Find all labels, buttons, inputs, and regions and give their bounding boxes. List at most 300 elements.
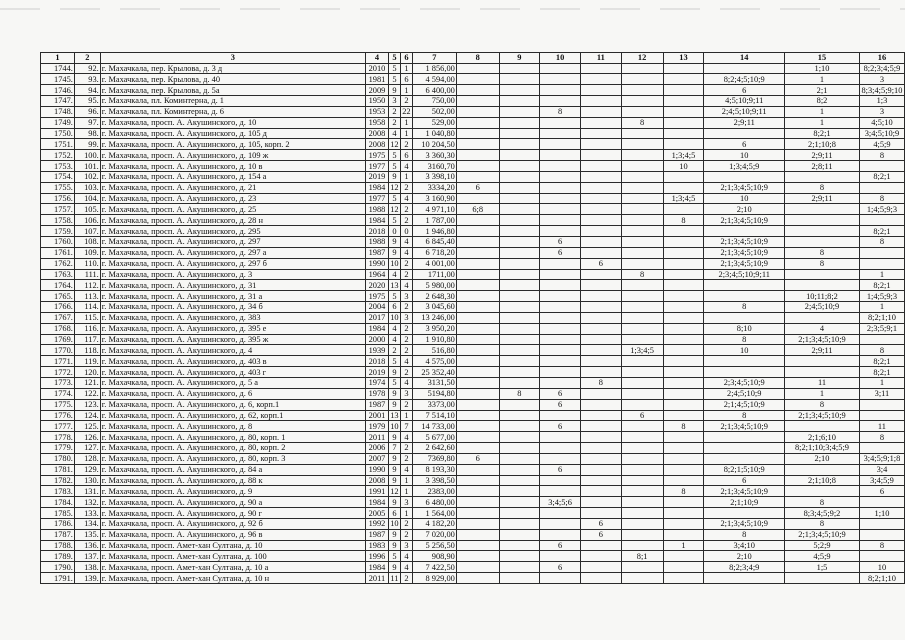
table-cell xyxy=(581,562,622,573)
table-cell xyxy=(663,128,704,139)
table-cell: 127. xyxy=(74,443,100,454)
table-cell: 1771. xyxy=(41,356,75,367)
table-cell xyxy=(499,497,540,508)
table-cell: 1767. xyxy=(41,312,75,323)
table-cell xyxy=(456,345,499,356)
table-cell xyxy=(581,237,622,248)
table-cell xyxy=(859,247,904,258)
table-cell: 4 xyxy=(400,377,412,388)
table-cell: 1;5 xyxy=(785,562,860,573)
table-cell: 2;1 xyxy=(785,85,860,96)
table-row xyxy=(41,529,905,540)
table-row xyxy=(41,74,905,85)
table-cell: 105. xyxy=(74,204,100,215)
table-cell: 3 360,30 xyxy=(412,150,456,161)
table-cell xyxy=(540,518,581,529)
table-cell xyxy=(499,204,540,215)
table-cell xyxy=(663,312,704,323)
table-cell xyxy=(499,85,540,96)
table-cell xyxy=(663,508,704,519)
table-cell xyxy=(621,150,663,161)
table-cell: 1958 xyxy=(365,117,388,128)
table-cell xyxy=(621,171,663,182)
table-cell: 8;2 xyxy=(785,96,860,107)
table-cell: 6 xyxy=(859,486,904,497)
table-row xyxy=(41,302,905,313)
table-cell: 8;2;1 xyxy=(859,226,904,237)
table-cell xyxy=(859,215,904,226)
column-header: 14 xyxy=(704,53,785,64)
table-cell: 3 xyxy=(400,540,412,551)
table-cell: 4 xyxy=(400,161,412,172)
table-cell: 1 xyxy=(400,171,412,182)
table-cell: 9 xyxy=(388,529,400,540)
table-cell: 1773. xyxy=(41,377,75,388)
table-cell: 4 xyxy=(400,356,412,367)
table-cell xyxy=(785,171,860,182)
table-cell: 1 040,80 xyxy=(412,128,456,139)
table-cell: 2;3;4;5;10;9;11 xyxy=(704,269,785,280)
table-cell: 102. xyxy=(74,171,100,182)
table-cell xyxy=(704,312,785,323)
table-cell: 4 xyxy=(388,269,400,280)
table-cell: 8 xyxy=(859,345,904,356)
table-cell xyxy=(621,529,663,540)
column-header: 8 xyxy=(456,53,499,64)
table-cell xyxy=(540,258,581,269)
table-cell xyxy=(499,518,540,529)
table-cell: 4 xyxy=(400,193,412,204)
table-cell xyxy=(621,367,663,378)
table-cell xyxy=(456,421,499,432)
table-cell xyxy=(621,377,663,388)
table-row xyxy=(41,247,905,258)
table-cell: 1777. xyxy=(41,421,75,432)
table-cell: 98. xyxy=(74,128,100,139)
table-cell: 3;4;5;6 xyxy=(540,497,581,508)
table-cell xyxy=(581,182,622,193)
table-cell xyxy=(499,475,540,486)
table-cell: 502,00 xyxy=(412,106,456,117)
table-cell xyxy=(581,247,622,258)
table-cell xyxy=(704,453,785,464)
table-cell: 131. xyxy=(74,486,100,497)
table-cell xyxy=(456,334,499,345)
table-cell: г. Махачкала, просп. Амет-хан Султана, д. 10 xyxy=(100,540,365,551)
table-cell: 2;1;3;4;5;10;9 xyxy=(704,421,785,432)
table-cell xyxy=(621,258,663,269)
table-cell xyxy=(663,323,704,334)
table-cell: 10 xyxy=(704,193,785,204)
table-row xyxy=(41,399,905,410)
table-cell: 1791. xyxy=(41,573,75,584)
table-cell xyxy=(581,334,622,345)
table-row xyxy=(41,106,905,117)
table-cell: 1770. xyxy=(41,345,75,356)
table-cell: 124. xyxy=(74,410,100,421)
table-cell xyxy=(540,150,581,161)
table-cell xyxy=(663,258,704,269)
table-row xyxy=(41,356,905,367)
table-cell: 125. xyxy=(74,421,100,432)
table-cell xyxy=(581,85,622,96)
table-cell: 5 256,50 xyxy=(412,540,456,551)
table-cell: 2;3;5;9;1 xyxy=(859,323,904,334)
table-cell: 1 787,00 xyxy=(412,215,456,226)
table-cell: 1776. xyxy=(41,410,75,421)
table-cell: 8 xyxy=(540,106,581,117)
table-cell xyxy=(621,139,663,150)
table-cell xyxy=(499,443,540,454)
table-cell xyxy=(663,96,704,107)
table-cell: 8 xyxy=(704,334,785,345)
table-cell: 2 xyxy=(400,269,412,280)
table-cell: 5 xyxy=(388,63,400,74)
table-cell xyxy=(621,497,663,508)
table-cell xyxy=(499,291,540,302)
table-cell xyxy=(456,529,499,540)
table-cell xyxy=(621,161,663,172)
table-cell: 8 xyxy=(621,117,663,128)
table-cell xyxy=(540,302,581,313)
table-cell xyxy=(859,399,904,410)
table-cell xyxy=(621,247,663,258)
table-row xyxy=(41,237,905,248)
table-cell: 130. xyxy=(74,475,100,486)
table-cell xyxy=(499,464,540,475)
table-cell xyxy=(621,63,663,74)
table-cell xyxy=(456,367,499,378)
table-cell: 14 733,00 xyxy=(412,421,456,432)
table-cell xyxy=(581,345,622,356)
table-cell: 94. xyxy=(74,85,100,96)
table-cell: 1790. xyxy=(41,562,75,573)
table-cell: 122. xyxy=(74,388,100,399)
table-cell xyxy=(456,237,499,248)
table-cell xyxy=(621,237,663,248)
housing-register-table xyxy=(40,52,905,584)
table-row xyxy=(41,464,905,475)
table-cell: 2017 xyxy=(365,312,388,323)
table-cell: 129. xyxy=(74,464,100,475)
table-cell xyxy=(456,106,499,117)
table-cell xyxy=(663,388,704,399)
table-cell: 1;4;5;9;3 xyxy=(859,291,904,302)
table-cell: г. Махачкала, просп. А. Акушинского, д. 5 а xyxy=(100,377,365,388)
table-cell xyxy=(456,117,499,128)
table-row xyxy=(41,323,905,334)
table-cell: 10 xyxy=(390,313,399,323)
table-cell xyxy=(663,139,704,150)
table-cell: 5 xyxy=(388,161,400,172)
table-cell: 5 xyxy=(388,215,400,226)
table-cell: 3 160,90 xyxy=(412,193,456,204)
table-cell: 1754. xyxy=(41,171,75,182)
table-cell xyxy=(621,334,663,345)
table-cell xyxy=(456,573,499,584)
table-cell: 8;2;3;4;9 xyxy=(704,562,785,573)
table-cell: 8;2;4;5;10;9 xyxy=(704,74,785,85)
table-cell: 4 xyxy=(388,128,400,139)
table-cell: 13 xyxy=(390,280,399,290)
table-cell xyxy=(499,562,540,573)
table-cell: 2 xyxy=(400,399,412,410)
column-header: 16 xyxy=(859,53,904,64)
table-cell xyxy=(581,74,622,85)
table-cell: 1990 xyxy=(365,258,388,269)
table-cell: 2001 xyxy=(365,410,388,421)
table-cell: 107. xyxy=(74,226,100,237)
table-cell: 4 001,00 xyxy=(412,258,456,269)
table-cell: г. Махачкала, просп. А. Акушинского, д. 154 а xyxy=(100,171,365,182)
table-cell xyxy=(456,497,499,508)
table-cell: 2 xyxy=(400,323,412,334)
table-cell: 10 xyxy=(390,259,399,269)
table-cell xyxy=(621,388,663,399)
table-cell: 2 xyxy=(388,345,400,356)
column-header: 12 xyxy=(621,53,663,64)
table-cell: 1953 xyxy=(365,106,388,117)
table-cell xyxy=(581,388,622,399)
table-row xyxy=(41,345,905,356)
table-cell: 1;3;4;5 xyxy=(621,345,663,356)
table-cell xyxy=(581,171,622,182)
table-cell: 5194,80 xyxy=(412,388,456,399)
table-cell xyxy=(540,85,581,96)
table-cell: г. Махачкала, просп. А. Акушинского, д. 10 xyxy=(100,117,365,128)
table-cell: 9 xyxy=(388,85,400,96)
table-cell: 92. xyxy=(74,63,100,74)
table-cell: 8 xyxy=(859,237,904,248)
table-row xyxy=(41,96,905,107)
table-cell: 138. xyxy=(74,562,100,573)
table-cell xyxy=(456,356,499,367)
table-cell: 1753. xyxy=(41,161,75,172)
table-cell: 11 xyxy=(390,573,399,583)
table-cell xyxy=(499,410,540,421)
table-row xyxy=(41,367,905,378)
table-cell: 8 xyxy=(499,388,540,399)
table-cell xyxy=(540,551,581,562)
table-cell: 2;10 xyxy=(704,204,785,215)
table-cell: 9 xyxy=(388,388,400,399)
table-cell: 516,80 xyxy=(412,345,456,356)
table-cell: 1750. xyxy=(41,128,75,139)
table-cell: 2;8;11 xyxy=(785,161,860,172)
table-row xyxy=(41,258,905,269)
table-cell xyxy=(499,421,540,432)
table-cell xyxy=(499,96,540,107)
table-row xyxy=(41,334,905,345)
table-cell xyxy=(540,323,581,334)
table-cell xyxy=(785,464,860,475)
table-cell: г. Махачкала, просп. А. Акушинского, д. 383 xyxy=(100,312,365,323)
table-cell: 2019 xyxy=(365,171,388,182)
table-cell: 2;1;10;8 xyxy=(785,139,860,150)
table-cell: 9 xyxy=(388,497,400,508)
table-cell xyxy=(581,117,622,128)
table-cell: г. Махачкала, просп. А. Акушинского, д. 105, корп. 2 xyxy=(100,139,365,150)
table-cell xyxy=(499,334,540,345)
table-cell: 2 xyxy=(400,96,412,107)
table-cell: 1984 xyxy=(365,562,388,573)
table-cell: г. Махачкала, просп. А. Акушинского, д. 62, корп.1 xyxy=(100,410,365,421)
table-cell: 13 246,00 xyxy=(412,312,456,323)
table-cell xyxy=(859,518,904,529)
table-cell xyxy=(540,128,581,139)
table-cell xyxy=(704,226,785,237)
table-cell xyxy=(456,551,499,562)
table-cell: г. Махачкала, просп. А. Акушинского, д. 297 б xyxy=(100,258,365,269)
table-cell: 529,00 xyxy=(412,117,456,128)
table-cell xyxy=(540,161,581,172)
table-cell xyxy=(663,356,704,367)
table-cell: 1 856,00 xyxy=(412,63,456,74)
table-cell xyxy=(540,573,581,584)
table-cell: 8 xyxy=(663,215,704,226)
table-cell: 2;9;11 xyxy=(785,193,860,204)
table-cell: 1 xyxy=(400,128,412,139)
table-cell: 1786. xyxy=(41,518,75,529)
table-cell xyxy=(540,96,581,107)
table-cell: 11 xyxy=(859,421,904,432)
table-cell: 6 718,20 xyxy=(412,247,456,258)
table-cell: г. Махачкала, просп. А. Акушинского, д. 9 xyxy=(100,486,365,497)
table-cell xyxy=(456,85,499,96)
table-cell: 6 xyxy=(540,388,581,399)
table-cell: 8;2;3;4;5;9 xyxy=(859,63,904,74)
table-cell: 2008 xyxy=(365,128,388,139)
table-cell: г. Махачкала, просп. А. Акушинского, д. 403 в xyxy=(100,356,365,367)
table-cell: г. Махачкала, просп. А. Акушинского, д. 297 а xyxy=(100,247,365,258)
table-cell: г. Махачкала, просп. А. Акушинского, д. 23 xyxy=(100,193,365,204)
table-cell xyxy=(456,562,499,573)
table-cell: 1987 xyxy=(365,247,388,258)
table-cell: г. Махачкала, просп. А. Акушинского, д. 6 xyxy=(100,388,365,399)
table-cell xyxy=(456,377,499,388)
header-row xyxy=(41,53,905,64)
table-cell: 8 xyxy=(785,399,860,410)
table-cell: г. Махачкала, просп. А. Акушинского, д. 34 б xyxy=(100,302,365,313)
table-cell: 1984 xyxy=(365,182,388,193)
table-cell: 101. xyxy=(74,161,100,172)
table-cell: 2005 xyxy=(365,508,388,519)
table-cell: 12 xyxy=(390,183,399,193)
column-header: 5 xyxy=(388,53,400,64)
table-cell: 2 xyxy=(400,345,412,356)
table-cell: 1 xyxy=(400,85,412,96)
table-cell xyxy=(859,182,904,193)
table-cell: 2011 xyxy=(365,573,388,584)
table-cell: г. Махачкала, просп. Амет-хан Султана, д. 10 а xyxy=(100,562,365,573)
table-row xyxy=(41,150,905,161)
table-cell: г. Махачкала, просп. А. Акушинского, д. 8 xyxy=(100,421,365,432)
table-cell xyxy=(621,193,663,204)
table-cell: 1984 xyxy=(365,323,388,334)
table-cell: 1984 xyxy=(365,215,388,226)
table-cell: 1 xyxy=(785,388,860,399)
table-cell xyxy=(663,551,704,562)
table-cell xyxy=(581,280,622,291)
table-cell: 2 xyxy=(400,453,412,464)
table-cell: 1760. xyxy=(41,237,75,248)
table-cell xyxy=(540,486,581,497)
table-row xyxy=(41,85,905,96)
table-cell: 6 xyxy=(388,508,400,519)
table-cell: 1983 xyxy=(365,540,388,551)
table-cell: 9 xyxy=(388,171,400,182)
table-cell: 1950 xyxy=(365,96,388,107)
table-cell: 8 xyxy=(785,497,860,508)
table-cell: 6 xyxy=(540,464,581,475)
table-cell: г. Махачкала, просп. Амет-хан Султана, д. 100 xyxy=(100,551,365,562)
table-cell: 4;5;10 xyxy=(859,117,904,128)
table-cell: 2 642,60 xyxy=(412,443,456,454)
table-row xyxy=(41,291,905,302)
table-cell xyxy=(499,226,540,237)
table-cell: 1975 xyxy=(365,150,388,161)
table-cell: 2;1;3;4;5;10;9 xyxy=(704,518,785,529)
table-cell xyxy=(499,551,540,562)
table-cell xyxy=(785,215,860,226)
table-cell xyxy=(499,74,540,85)
table-row xyxy=(41,518,905,529)
table-cell: 12 xyxy=(390,204,399,214)
table-cell xyxy=(499,323,540,334)
table-cell: 3;11 xyxy=(859,388,904,399)
table-cell: 110. xyxy=(74,258,100,269)
table-cell: 2;9;11 xyxy=(704,117,785,128)
table-cell xyxy=(581,367,622,378)
table-cell xyxy=(704,128,785,139)
table-cell: 1939 xyxy=(365,345,388,356)
table-cell xyxy=(621,399,663,410)
table-row xyxy=(41,171,905,182)
table-cell: 6 xyxy=(456,453,499,464)
table-row xyxy=(41,508,905,519)
table-cell: 1;10 xyxy=(859,508,904,519)
table-cell xyxy=(663,562,704,573)
table-cell xyxy=(456,139,499,150)
table-cell: 9 xyxy=(388,247,400,258)
table-row xyxy=(41,193,905,204)
table-cell: 3 xyxy=(400,388,412,399)
table-cell xyxy=(663,226,704,237)
table-cell xyxy=(499,106,540,117)
table-cell xyxy=(621,562,663,573)
table-cell: 2000 xyxy=(365,334,388,345)
table-cell xyxy=(859,161,904,172)
table-cell xyxy=(785,312,860,323)
table-cell: 3 045,60 xyxy=(412,302,456,313)
table-cell: 1711,00 xyxy=(412,269,456,280)
table-cell: 120. xyxy=(74,367,100,378)
table-cell: 121. xyxy=(74,377,100,388)
table-cell: 5 677,00 xyxy=(412,432,456,443)
table-cell: 2 xyxy=(400,367,412,378)
table-cell: 2;1;3;4;5;10;9 xyxy=(704,215,785,226)
table-cell: 8;1 xyxy=(621,551,663,562)
table-row xyxy=(41,388,905,399)
table-cell: 112. xyxy=(74,280,100,291)
table-cell xyxy=(621,74,663,85)
table-cell xyxy=(581,508,622,519)
table-cell: 1780. xyxy=(41,453,75,464)
table-cell: 8 xyxy=(704,529,785,540)
table-cell: 8;2;1;10 xyxy=(859,312,904,323)
table-cell xyxy=(456,128,499,139)
table-cell xyxy=(621,96,663,107)
